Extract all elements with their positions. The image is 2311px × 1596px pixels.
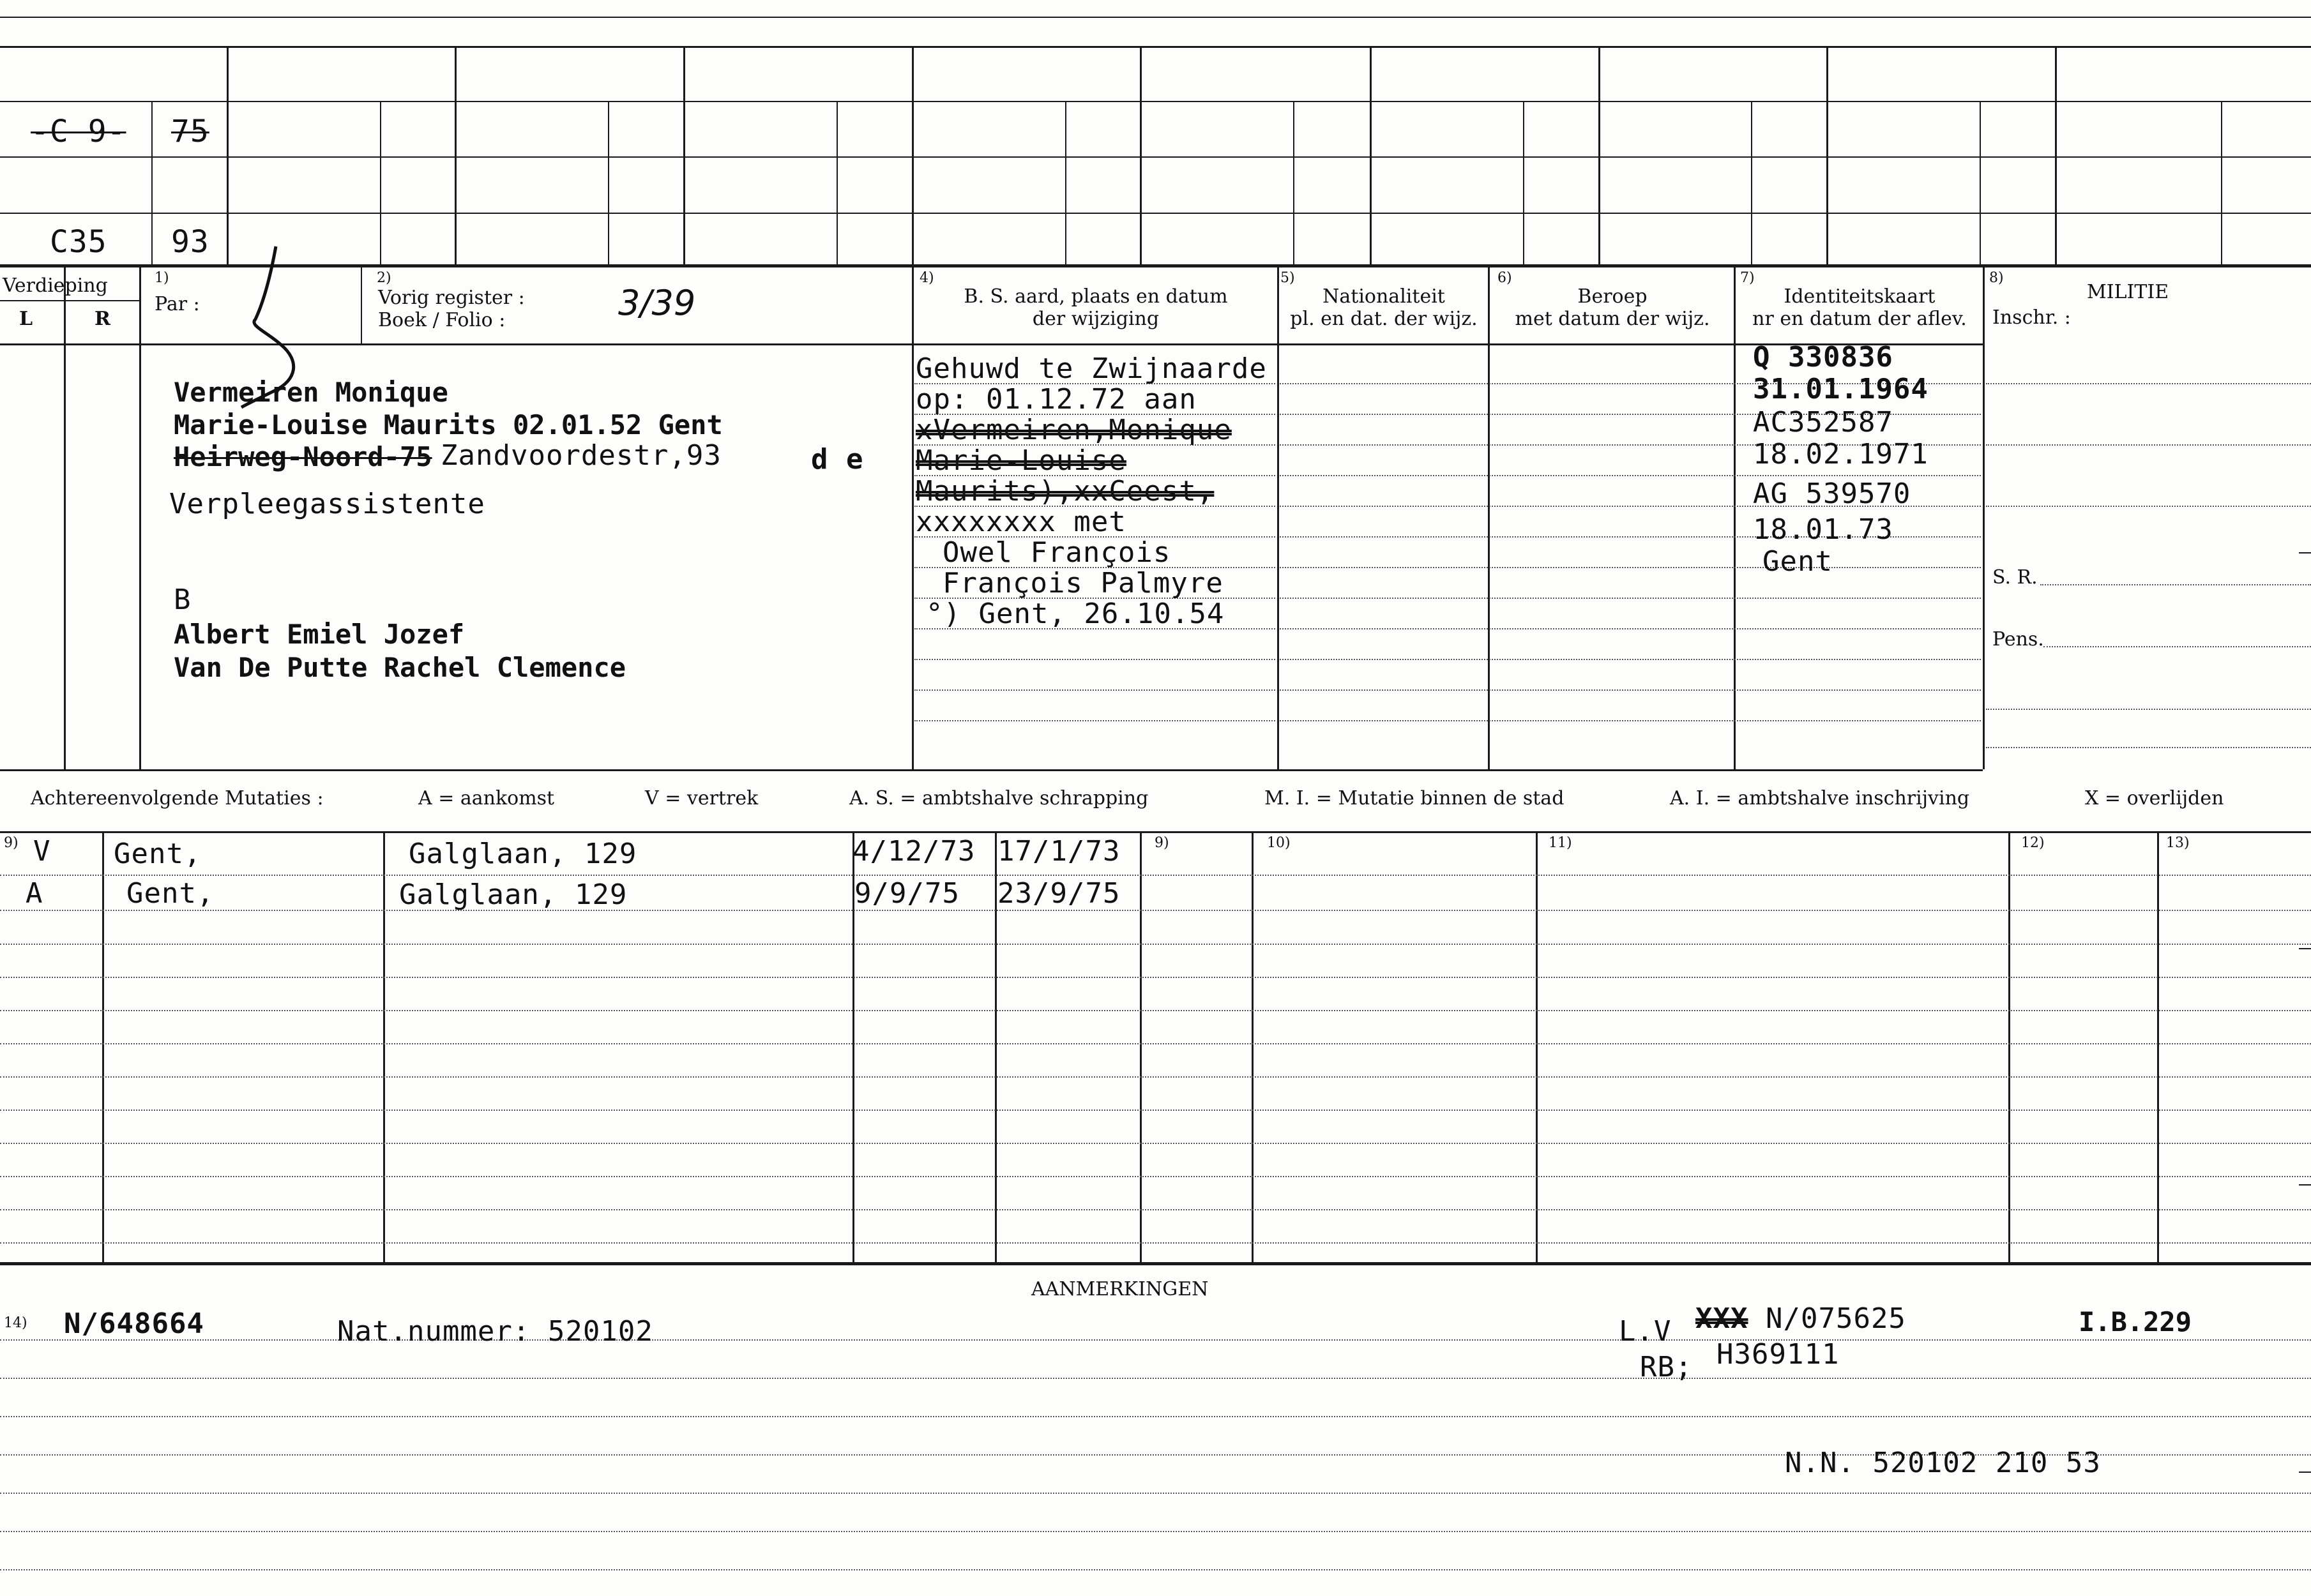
grid-line [227, 46, 229, 264]
ruled-line [914, 689, 1275, 691]
occupation: Verpleegassistente [169, 488, 485, 520]
nn-number: N.N. 520102 210 53 [1785, 1447, 2101, 1479]
legend-ai: A. I. = ambtshalve inschrijving [1670, 787, 1970, 809]
col6-number: 6) [1497, 270, 1512, 286]
mutation-code: A [26, 877, 43, 910]
rb-value: H369111 [1716, 1338, 1840, 1371]
verdieping-right: R [95, 308, 110, 330]
grid-line [1751, 101, 1752, 264]
grid-line [2008, 831, 2010, 1262]
ruled-line [0, 1043, 2311, 1044]
ruled-line [0, 1242, 2311, 1244]
nationaliteit-header-line1: Nationaliteit [1322, 285, 1445, 308]
grid-line [2055, 46, 2057, 264]
ib-number: I.B.229 [2079, 1306, 2192, 1337]
ruled-line [2043, 646, 2311, 647]
grid-line [1065, 101, 1066, 264]
person-surname: Vermeiren Monique [174, 377, 448, 408]
col12-number: 12) [2021, 835, 2045, 851]
identiteitskaart-header-line1: Identiteitskaart [1784, 285, 1936, 308]
lv-struck: XXX [1695, 1302, 1748, 1335]
bs-line: op: 01.12.72 aan [916, 383, 1197, 416]
bs-line: xVermeiren,Monique [916, 414, 1232, 446]
mutation-date2: 23/9/75 [997, 877, 1121, 910]
grid-line [139, 264, 141, 769]
grid-line [2221, 101, 2222, 264]
col9-number-2: 9) [1155, 835, 1169, 851]
mutation-date2: 17/1/73 [997, 835, 1121, 868]
mutation-code: V [33, 835, 51, 868]
id-card-line: AG 539570 [1753, 478, 1911, 510]
id-card-line: AC352587 [1753, 406, 1893, 439]
grid-line [361, 264, 362, 343]
lv-value: N/075625 [1766, 1302, 1906, 1335]
ruled-line [0, 1378, 2311, 1379]
ruled-line [1986, 383, 2311, 384]
ruled-line [1280, 598, 1981, 599]
mutation-city: Gent, [126, 877, 215, 910]
grid-line [455, 46, 457, 264]
grid-line [1140, 831, 1142, 1262]
grid-line [1277, 264, 1279, 769]
ruled-line [0, 1076, 2311, 1078]
militie-sr-label: S. R. [1992, 566, 2038, 589]
ruled-line [0, 1110, 2311, 1111]
grid-line [608, 101, 609, 264]
ruled-line [1280, 628, 1981, 629]
grid-line [1523, 101, 1524, 264]
mutation-street: Galglaan, 129 [399, 878, 628, 911]
col10-number: 10) [1267, 835, 1291, 851]
grid-line [102, 831, 104, 1262]
grid-line [0, 831, 2311, 833]
id-card-line: 18.01.73 [1753, 513, 1893, 546]
col11-number: 11) [1549, 835, 1572, 851]
edge-tick [2299, 1472, 2311, 1473]
militie-pens-label: Pens. [1992, 628, 2044, 651]
grid-line [1826, 46, 1828, 264]
id-card-line: Q 330836 [1753, 341, 1893, 373]
grid-line [0, 264, 2311, 267]
grid-line [2157, 831, 2159, 1262]
grid-line [0, 300, 139, 301]
ruled-line [1280, 720, 1981, 721]
par-label: Par : [155, 293, 200, 315]
grid-line [837, 101, 838, 264]
ruled-line [1280, 659, 1981, 660]
ruled-line [914, 659, 1275, 660]
bs-line: Gehuwd te Zwijnaarde [916, 352, 1267, 385]
bs-line: °) Gent, 26.10.54 [926, 598, 1225, 630]
boek-folio-value: 3/39 [618, 283, 696, 323]
legend-x: X = overlijden [2085, 787, 2224, 809]
vorig-register-label: Vorig register : [378, 287, 525, 309]
col5-number: 5) [1280, 270, 1295, 286]
grid-line [1293, 101, 1294, 264]
nat-nummer: Nat.nummer: 520102 [337, 1315, 653, 1348]
legend-a: A = aankomst [418, 787, 555, 809]
ruled-line [0, 1143, 2311, 1144]
militie-inschr-label: Inschr. : [1992, 306, 2071, 329]
bs-line: Maurits),xxCeest, [916, 475, 1215, 508]
edge-tick [2299, 948, 2311, 949]
grid-line [0, 213, 2311, 214]
rb-label: RB; [1640, 1351, 1693, 1383]
col1-number: 1) [155, 270, 169, 286]
address-marks: d e [811, 443, 864, 476]
col9-number: 9) [4, 835, 19, 851]
militie-header: MILITIE [2087, 281, 2169, 303]
id-card-line: 31.01.1964 [1753, 373, 1928, 405]
col8-number: 8) [1989, 270, 2004, 286]
bs-line: Owel François [943, 536, 1171, 569]
remarks-id-number: N/648664 [64, 1307, 204, 1340]
grid-line [1983, 264, 1985, 769]
father-name: Albert Emiel Jozef [174, 619, 465, 650]
person-given-names: Marie-Louise Maurits 02.01.52 Gent [174, 409, 723, 440]
old-address: Heirweg-Noord-75 [174, 441, 432, 472]
ruled-line [0, 977, 2311, 978]
grid-line [1598, 46, 1600, 264]
identiteitskaart-header-line2: nr en datum der aflev. [1752, 308, 1967, 330]
grid-line [912, 46, 914, 264]
col7-number: 7) [1740, 270, 1755, 286]
mutation-street: Galglaan, 129 [409, 838, 637, 870]
ruled-line [0, 875, 2311, 876]
grid-line [0, 769, 1983, 771]
bs-line: François Palmyre [943, 567, 1224, 599]
ruled-line [1986, 444, 2311, 446]
ruled-line [0, 1209, 2311, 1210]
remarks-title: AANMERKINGEN [1031, 1278, 1209, 1300]
grid-line [1140, 46, 1142, 264]
mutation-city: Gent, [114, 838, 202, 870]
ruled-line [0, 944, 2311, 945]
new-address: Zandvoordestr,93 [441, 439, 722, 472]
grid-line [683, 46, 685, 264]
stamp-row1-left: -C 9- [31, 114, 126, 149]
grid-line [383, 831, 385, 1262]
stamp-row1-right: 75 [171, 114, 209, 149]
verdieping-left: L [19, 308, 33, 330]
ruled-line [1986, 747, 2311, 748]
ruled-line [1280, 567, 1981, 568]
grid-line [1488, 264, 1490, 769]
col2-number: 2) [377, 270, 391, 286]
ruled-line [0, 910, 2311, 911]
grid-line [1252, 831, 1254, 1262]
mutation-date1: 9/9/75 [854, 877, 960, 910]
verdieping-label: Verdieping [3, 275, 108, 297]
remarks-number: 14) [4, 1315, 27, 1331]
mother-name: Van De Putte Rachel Clemence [174, 652, 626, 683]
grid-line [1980, 101, 1981, 264]
lv-label: L.V [1619, 1315, 1672, 1348]
ruled-line [0, 1010, 2311, 1011]
stamp-row2-left: C35 [50, 224, 107, 260]
nationaliteit-header-line2: pl. en dat. der wijz. [1290, 308, 1478, 330]
ruled-line [0, 1531, 2311, 1532]
grid-line [0, 46, 2311, 48]
ruled-line [1986, 506, 2311, 507]
bs-line: Marie-Louise [916, 444, 1126, 477]
grid-line [0, 101, 2311, 102]
grid-line [995, 831, 997, 1262]
grid-line [1536, 831, 1538, 1262]
grid-line [1370, 46, 1372, 264]
ruled-line [0, 1176, 2311, 1177]
edge-tick [2299, 1184, 2311, 1186]
grid-line [64, 264, 66, 769]
col4-number: 4) [920, 270, 934, 286]
ruled-line [1280, 475, 1981, 476]
ruled-line [1280, 689, 1981, 691]
mutation-date1: 4/12/73 [852, 835, 976, 868]
boek-folio-label: Boek / Folio : [378, 309, 506, 331]
ruled-line [0, 1416, 2311, 1417]
ruled-line [0, 1493, 2311, 1494]
ruled-line [1986, 709, 2311, 710]
grid-line [0, 1262, 2311, 1265]
bs-header-line1: B. S. aard, plaats en datum [964, 285, 1228, 308]
letter-b: B [174, 583, 192, 616]
id-card-line: 18.02.1971 [1753, 438, 1928, 471]
mutations-title: Achtereenvolgende Mutaties : [31, 787, 324, 809]
beroep-header-line1: Beroep [1577, 285, 1648, 308]
legend-as: A. S. = ambtshalve schrapping [849, 787, 1149, 809]
id-card-line: Gent [1762, 545, 1833, 578]
ruled-line [0, 1569, 2311, 1570]
grid-line [0, 156, 2311, 158]
bs-header-line2: der wijziging [1032, 308, 1160, 330]
col13-number: 13) [2166, 835, 2190, 851]
stamp-row2-right: 93 [171, 224, 209, 260]
grid-line [1734, 264, 1736, 769]
ruled-line [2040, 584, 2311, 585]
ruled-line [914, 720, 1275, 721]
grid-line [912, 264, 914, 769]
top-border [0, 17, 2311, 18]
legend-v: V = vertrek [645, 787, 759, 809]
bs-line: xxxxxxxx met [916, 506, 1126, 538]
grid-line [380, 101, 381, 264]
grid-line [151, 101, 153, 264]
edge-tick [2299, 552, 2311, 553]
legend-mi: M. I. = Mutatie binnen de stad [1264, 787, 1565, 809]
beroep-header-line2: met datum der wijz. [1515, 308, 1710, 330]
